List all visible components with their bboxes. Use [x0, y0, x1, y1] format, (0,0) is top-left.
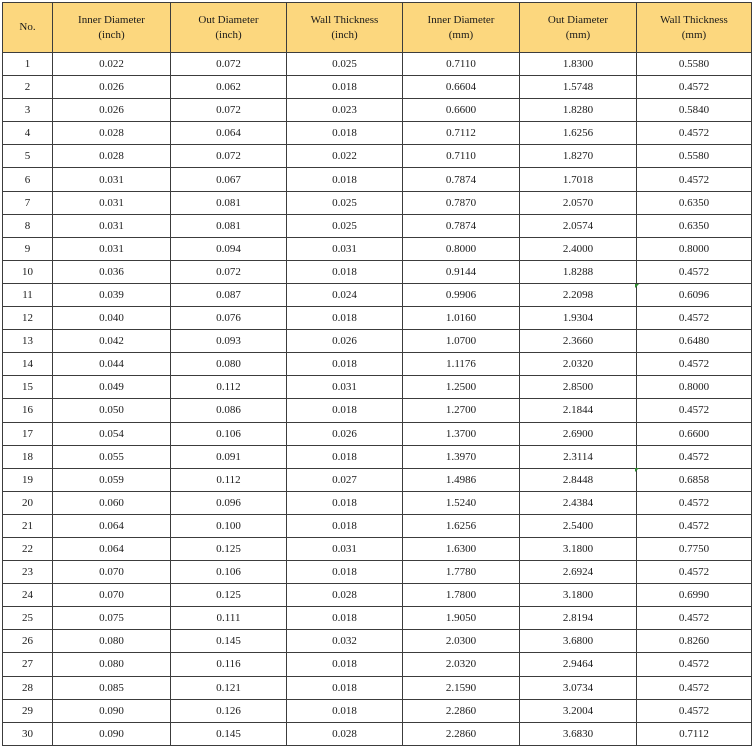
cell-inner-diameter-mm: 1.7780: [403, 561, 520, 584]
cell-no: 21: [3, 514, 53, 537]
comment-marker-icon: [635, 468, 639, 472]
cell-no: 30: [3, 722, 53, 745]
cell-wall-thickness-inch: 0.018: [287, 399, 403, 422]
cell-inner-diameter-inch: 0.042: [53, 330, 171, 353]
cell-no: 2: [3, 76, 53, 99]
cell-wall-thickness-mm: 0.8260: [637, 630, 752, 653]
header-unit: (inch): [331, 28, 358, 41]
cell-inner-diameter-mm: 1.3700: [403, 422, 520, 445]
cell-wall-thickness-inch: 0.018: [287, 353, 403, 376]
cell-out-diameter-inch: 0.081: [171, 214, 287, 237]
cell-inner-diameter-mm: 2.2860: [403, 722, 520, 745]
cell-out-diameter-mm: 3.0734: [520, 676, 637, 699]
cell-inner-diameter-inch: 0.090: [53, 722, 171, 745]
cell-no: 15: [3, 376, 53, 399]
header-row: [3, 3, 752, 53]
cell-wall-thickness-mm: 0.6096: [637, 283, 752, 306]
cell-out-diameter-inch: 0.072: [171, 99, 287, 122]
cell-no: 25: [3, 607, 53, 630]
cell-inner-diameter-inch: 0.070: [53, 584, 171, 607]
cell-no: 9: [3, 237, 53, 260]
cell-wall-thickness-mm: 0.6858: [637, 468, 752, 491]
cell-inner-diameter-mm: 1.5240: [403, 491, 520, 514]
header-unit: (inch): [98, 28, 125, 41]
comment-marker-icon: [635, 284, 639, 288]
table-row: [3, 653, 752, 676]
cell-inner-diameter-mm: 0.7870: [403, 191, 520, 214]
cell-inner-diameter-inch: 0.090: [53, 699, 171, 722]
table-row: [3, 145, 752, 168]
cell-wall-thickness-mm: 0.4572: [637, 76, 752, 99]
cell-wall-thickness-mm: 0.5580: [637, 145, 752, 168]
cell-no: 6: [3, 168, 53, 191]
cell-inner-diameter-mm: 1.0700: [403, 330, 520, 353]
cell-inner-diameter-mm: 1.3970: [403, 445, 520, 468]
table-row: [3, 307, 752, 330]
cell-out-diameter-inch: 0.106: [171, 422, 287, 445]
cell-out-diameter-inch: 0.062: [171, 76, 287, 99]
cell-no: 17: [3, 422, 53, 445]
cell-wall-thickness-inch: 0.018: [287, 491, 403, 514]
cell-out-diameter-inch: 0.072: [171, 260, 287, 283]
cell-out-diameter-inch: 0.064: [171, 122, 287, 145]
cell-wall-thickness-mm: 0.4572: [637, 699, 752, 722]
cell-inner-diameter-mm: 2.2860: [403, 699, 520, 722]
cell-out-diameter-mm: 2.9464: [520, 653, 637, 676]
cell-wall-thickness-mm: 0.5840: [637, 99, 752, 122]
cell-inner-diameter-inch: 0.044: [53, 353, 171, 376]
cell-wall-thickness-mm: 0.4572: [637, 260, 752, 283]
cell-out-diameter-mm: 1.8288: [520, 260, 637, 283]
cell-wall-thickness-mm: 0.6600: [637, 422, 752, 445]
cell-out-diameter-inch: 0.091: [171, 445, 287, 468]
tube-dimensions-table: [2, 2, 752, 746]
cell-out-diameter-inch: 0.072: [171, 53, 287, 76]
cell-wall-thickness-mm: 0.6990: [637, 584, 752, 607]
cell-wall-thickness-inch: 0.025: [287, 191, 403, 214]
cell-wall-thickness-mm: 0.4572: [637, 307, 752, 330]
cell-inner-diameter-mm: 0.7110: [403, 145, 520, 168]
cell-out-diameter-mm: 2.1844: [520, 399, 637, 422]
table-header: [3, 3, 752, 53]
cell-wall-thickness-mm: 0.4572: [637, 399, 752, 422]
cell-out-diameter-inch: 0.112: [171, 376, 287, 399]
cell-wall-thickness-mm: 0.4572: [637, 607, 752, 630]
cell-inner-diameter-mm: 1.4986: [403, 468, 520, 491]
table-body: [3, 53, 752, 746]
table-row: [3, 53, 752, 76]
cell-inner-diameter-inch: 0.075: [53, 607, 171, 630]
cell-inner-diameter-inch: 0.040: [53, 307, 171, 330]
table-row: [3, 283, 752, 306]
cell-wall-thickness-mm: 0.4572: [637, 653, 752, 676]
cell-no: 16: [3, 399, 53, 422]
header-no: [3, 3, 53, 53]
cell-inner-diameter-inch: 0.049: [53, 376, 171, 399]
cell-inner-diameter-mm: 0.7112: [403, 122, 520, 145]
cell-inner-diameter-inch: 0.059: [53, 468, 171, 491]
cell-inner-diameter-inch: 0.036: [53, 260, 171, 283]
cell-inner-diameter-inch: 0.031: [53, 214, 171, 237]
table-row: [3, 561, 752, 584]
cell-no: 20: [3, 491, 53, 514]
cell-wall-thickness-inch: 0.018: [287, 676, 403, 699]
cell-out-diameter-mm: 1.6256: [520, 122, 637, 145]
header-label: Inner Diameter: [78, 13, 145, 26]
cell-inner-diameter-mm: 1.9050: [403, 607, 520, 630]
cell-no: 7: [3, 191, 53, 214]
header-label: Out Diameter: [547, 13, 609, 26]
table-row: [3, 514, 752, 537]
cell-out-diameter-mm: 2.3660: [520, 330, 637, 353]
cell-wall-thickness-mm: 0.4572: [637, 445, 752, 468]
header-label: No.: [19, 21, 36, 33]
cell-inner-diameter-mm: 0.6600: [403, 99, 520, 122]
cell-out-diameter-mm: 2.0320: [520, 353, 637, 376]
table-row: [3, 630, 752, 653]
cell-inner-diameter-inch: 0.026: [53, 76, 171, 99]
header-label: Wall Thickness: [310, 13, 379, 26]
cell-out-diameter-mm: 2.2098: [520, 283, 637, 306]
cell-wall-thickness-inch: 0.018: [287, 76, 403, 99]
cell-inner-diameter-mm: 0.7874: [403, 168, 520, 191]
cell-wall-thickness-inch: 0.031: [287, 376, 403, 399]
cell-out-diameter-inch: 0.086: [171, 399, 287, 422]
cell-wall-thickness-mm: 0.4572: [637, 353, 752, 376]
cell-inner-diameter-inch: 0.080: [53, 653, 171, 676]
cell-inner-diameter-mm: 1.6300: [403, 537, 520, 560]
cell-inner-diameter-inch: 0.064: [53, 537, 171, 560]
cell-no: 8: [3, 214, 53, 237]
cell-wall-thickness-inch: 0.025: [287, 53, 403, 76]
cell-wall-thickness-inch: 0.025: [287, 214, 403, 237]
cell-out-diameter-inch: 0.116: [171, 653, 287, 676]
cell-wall-thickness-inch: 0.018: [287, 653, 403, 676]
cell-out-diameter-mm: 3.6830: [520, 722, 637, 745]
cell-wall-thickness-inch: 0.022: [287, 145, 403, 168]
cell-wall-thickness-mm: 0.4572: [637, 676, 752, 699]
header-label: Out Diameter: [198, 13, 259, 26]
cell-out-diameter-mm: 2.8500: [520, 376, 637, 399]
table-row: [3, 468, 752, 491]
header-out-diameter-inch: [171, 3, 287, 53]
cell-wall-thickness-inch: 0.028: [287, 722, 403, 745]
header-unit: (mm): [565, 28, 591, 41]
cell-out-diameter-inch: 0.106: [171, 561, 287, 584]
cell-out-diameter-mm: 2.4384: [520, 491, 637, 514]
header-out-diameter-mm: [520, 3, 637, 53]
cell-wall-thickness-mm: 0.7750: [637, 537, 752, 560]
cell-inner-diameter-mm: 0.6604: [403, 76, 520, 99]
table-row: [3, 491, 752, 514]
cell-out-diameter-mm: 2.8194: [520, 607, 637, 630]
cell-inner-diameter-mm: 1.0160: [403, 307, 520, 330]
cell-inner-diameter-inch: 0.070: [53, 561, 171, 584]
cell-wall-thickness-inch: 0.031: [287, 237, 403, 260]
cell-inner-diameter-mm: 0.8000: [403, 237, 520, 260]
header-inner-diameter-inch: [53, 3, 171, 53]
table-row: [3, 537, 752, 560]
cell-no: 5: [3, 145, 53, 168]
table-row: [3, 676, 752, 699]
cell-wall-thickness-mm: 0.4572: [637, 122, 752, 145]
cell-out-diameter-inch: 0.072: [171, 145, 287, 168]
cell-wall-thickness-mm: 0.4572: [637, 514, 752, 537]
cell-wall-thickness-inch: 0.018: [287, 307, 403, 330]
cell-wall-thickness-mm: 0.8000: [637, 376, 752, 399]
cell-out-diameter-mm: 3.6800: [520, 630, 637, 653]
cell-no: 23: [3, 561, 53, 584]
cell-wall-thickness-inch: 0.018: [287, 561, 403, 584]
table-row: [3, 376, 752, 399]
cell-wall-thickness-mm: 0.7112: [637, 722, 752, 745]
cell-out-diameter-inch: 0.076: [171, 307, 287, 330]
cell-inner-diameter-mm: 1.2700: [403, 399, 520, 422]
cell-out-diameter-mm: 2.0574: [520, 214, 637, 237]
cell-no: 19: [3, 468, 53, 491]
cell-no: 3: [3, 99, 53, 122]
cell-wall-thickness-mm: 0.6350: [637, 191, 752, 214]
table-row: [3, 330, 752, 353]
cell-wall-thickness-inch: 0.018: [287, 122, 403, 145]
cell-no: 26: [3, 630, 53, 653]
cell-no: 4: [3, 122, 53, 145]
cell-inner-diameter-mm: 1.7800: [403, 584, 520, 607]
cell-inner-diameter-mm: 1.6256: [403, 514, 520, 537]
cell-out-diameter-mm: 1.8280: [520, 99, 637, 122]
cell-no: 22: [3, 537, 53, 560]
header-unit: (mm): [681, 28, 707, 41]
cell-out-diameter-inch: 0.125: [171, 537, 287, 560]
cell-no: 10: [3, 260, 53, 283]
cell-inner-diameter-inch: 0.031: [53, 168, 171, 191]
cell-inner-diameter-inch: 0.028: [53, 122, 171, 145]
cell-inner-diameter-mm: 1.2500: [403, 376, 520, 399]
cell-no: 14: [3, 353, 53, 376]
cell-no: 18: [3, 445, 53, 468]
cell-no: 13: [3, 330, 53, 353]
cell-wall-thickness-mm: 0.8000: [637, 237, 752, 260]
cell-no: 24: [3, 584, 53, 607]
cell-out-diameter-inch: 0.080: [171, 353, 287, 376]
cell-no: 27: [3, 653, 53, 676]
table-row: [3, 722, 752, 745]
cell-inner-diameter-inch: 0.026: [53, 99, 171, 122]
cell-inner-diameter-mm: 0.7110: [403, 53, 520, 76]
cell-out-diameter-mm: 2.0570: [520, 191, 637, 214]
cell-no: 12: [3, 307, 53, 330]
cell-inner-diameter-inch: 0.050: [53, 399, 171, 422]
cell-wall-thickness-mm: 0.6480: [637, 330, 752, 353]
cell-inner-diameter-inch: 0.054: [53, 422, 171, 445]
cell-out-diameter-inch: 0.121: [171, 676, 287, 699]
cell-out-diameter-mm: 1.9304: [520, 307, 637, 330]
table-row: [3, 237, 752, 260]
table-row: [3, 584, 752, 607]
table-row: [3, 99, 752, 122]
cell-wall-thickness-inch: 0.026: [287, 422, 403, 445]
cell-inner-diameter-inch: 0.039: [53, 283, 171, 306]
cell-inner-diameter-mm: 1.1176: [403, 353, 520, 376]
table-row: [3, 607, 752, 630]
cell-wall-thickness-inch: 0.032: [287, 630, 403, 653]
cell-wall-thickness-inch: 0.026: [287, 330, 403, 353]
table-row: [3, 699, 752, 722]
cell-inner-diameter-mm: 0.9144: [403, 260, 520, 283]
cell-out-diameter-mm: 2.6924: [520, 561, 637, 584]
cell-out-diameter-mm: 2.3114: [520, 445, 637, 468]
cell-out-diameter-mm: 3.2004: [520, 699, 637, 722]
cell-no: 11: [3, 283, 53, 306]
header-inner-diameter-mm: [403, 3, 520, 53]
cell-out-diameter-inch: 0.112: [171, 468, 287, 491]
table-row: [3, 214, 752, 237]
cell-inner-diameter-inch: 0.022: [53, 53, 171, 76]
cell-inner-diameter-inch: 0.064: [53, 514, 171, 537]
cell-out-diameter-inch: 0.111: [171, 607, 287, 630]
cell-inner-diameter-inch: 0.031: [53, 191, 171, 214]
cell-inner-diameter-inch: 0.060: [53, 491, 171, 514]
cell-out-diameter-inch: 0.145: [171, 630, 287, 653]
table-row: [3, 191, 752, 214]
cell-wall-thickness-inch: 0.018: [287, 607, 403, 630]
table-row: [3, 399, 752, 422]
cell-wall-thickness-inch: 0.018: [287, 260, 403, 283]
cell-wall-thickness-inch: 0.031: [287, 537, 403, 560]
cell-out-diameter-mm: 2.6900: [520, 422, 637, 445]
cell-wall-thickness-mm: 0.4572: [637, 491, 752, 514]
cell-out-diameter-mm: 2.8448: [520, 468, 637, 491]
cell-wall-thickness-mm: 0.5580: [637, 53, 752, 76]
cell-wall-thickness-mm: 0.4572: [637, 561, 752, 584]
cell-inner-diameter-inch: 0.085: [53, 676, 171, 699]
header-label: Inner Diameter: [427, 13, 495, 26]
table-row: [3, 260, 752, 283]
cell-wall-thickness-inch: 0.018: [287, 445, 403, 468]
cell-wall-thickness-inch: 0.018: [287, 514, 403, 537]
cell-inner-diameter-inch: 0.031: [53, 237, 171, 260]
header-label: Wall Thickness: [660, 13, 728, 26]
cell-wall-thickness-inch: 0.027: [287, 468, 403, 491]
cell-wall-thickness-inch: 0.023: [287, 99, 403, 122]
cell-out-diameter-inch: 0.087: [171, 283, 287, 306]
cell-out-diameter-inch: 0.093: [171, 330, 287, 353]
table-row: [3, 168, 752, 191]
cell-inner-diameter-mm: 2.0300: [403, 630, 520, 653]
cell-out-diameter-inch: 0.081: [171, 191, 287, 214]
table-row: [3, 76, 752, 99]
table-row: [3, 422, 752, 445]
cell-inner-diameter-mm: 2.1590: [403, 676, 520, 699]
cell-wall-thickness-inch: 0.018: [287, 168, 403, 191]
cell-no: 28: [3, 676, 53, 699]
cell-no: 1: [3, 53, 53, 76]
cell-out-diameter-inch: 0.145: [171, 722, 287, 745]
header-unit: (mm): [448, 28, 474, 41]
cell-out-diameter-mm: 1.8270: [520, 145, 637, 168]
cell-inner-diameter-mm: 0.7874: [403, 214, 520, 237]
cell-out-diameter-mm: 1.8300: [520, 53, 637, 76]
cell-wall-thickness-mm: 0.6350: [637, 214, 752, 237]
table-row: [3, 353, 752, 376]
cell-inner-diameter-inch: 0.080: [53, 630, 171, 653]
cell-out-diameter-mm: 2.4000: [520, 237, 637, 260]
header-wall-thickness-inch: [287, 3, 403, 53]
cell-wall-thickness-inch: 0.018: [287, 699, 403, 722]
cell-wall-thickness-inch: 0.028: [287, 584, 403, 607]
cell-out-diameter-inch: 0.126: [171, 699, 287, 722]
cell-inner-diameter-mm: 2.0320: [403, 653, 520, 676]
cell-wall-thickness-mm: 0.4572: [637, 168, 752, 191]
cell-out-diameter-mm: 1.7018: [520, 168, 637, 191]
cell-wall-thickness-inch: 0.024: [287, 283, 403, 306]
cell-out-diameter-inch: 0.067: [171, 168, 287, 191]
cell-out-diameter-mm: 2.5400: [520, 514, 637, 537]
table-row: [3, 122, 752, 145]
cell-out-diameter-inch: 0.094: [171, 237, 287, 260]
cell-out-diameter-mm: 3.1800: [520, 584, 637, 607]
cell-no: 29: [3, 699, 53, 722]
header-unit: (inch): [215, 28, 242, 41]
table-row: [3, 445, 752, 468]
cell-inner-diameter-inch: 0.028: [53, 145, 171, 168]
cell-inner-diameter-inch: 0.055: [53, 445, 171, 468]
cell-out-diameter-inch: 0.096: [171, 491, 287, 514]
cell-out-diameter-mm: 3.1800: [520, 537, 637, 560]
cell-out-diameter-inch: 0.125: [171, 584, 287, 607]
header-wall-thickness-mm: [637, 3, 752, 53]
cell-inner-diameter-mm: 0.9906: [403, 283, 520, 306]
tube-dimensions-table-container: [2, 2, 752, 746]
cell-out-diameter-mm: 1.5748: [520, 76, 637, 99]
cell-out-diameter-inch: 0.100: [171, 514, 287, 537]
